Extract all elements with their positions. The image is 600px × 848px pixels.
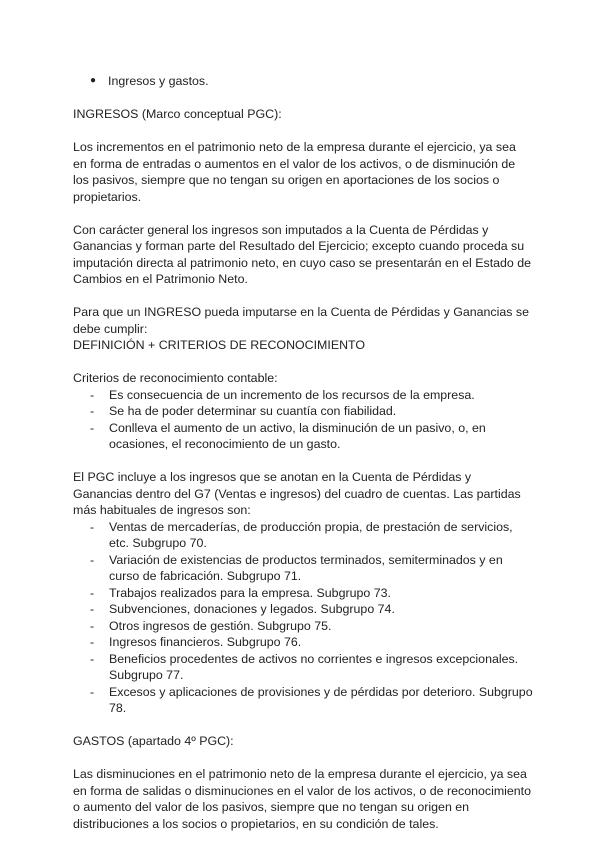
list-item-text: Beneficios procedentes de activos no corrientes e ingresos excepcionales. Subgrupo 77. xyxy=(109,651,519,682)
list-item xyxy=(73,585,533,602)
list-item-text: Variación de existencias de productos terminados, semiterminados y en curso de fabricación. Subgrupo 71. xyxy=(109,552,503,583)
list-item xyxy=(73,618,533,635)
list-item-text: Trabajos realizados para la empresa. Subgrupo 73. xyxy=(109,585,391,600)
list-item-text: Ingresos y gastos. xyxy=(108,74,209,88)
list-item-text: Subvenciones, donaciones y legados. Subgrupo 74. xyxy=(109,602,395,616)
dash-icon: - xyxy=(90,404,95,418)
pgc-intro-paragraph: El PGC incluye a los ingresos que se anotan en la Cuenta de Pérdidas y Ganancias dentro del G7 (Ventas e ingresos) del cuadro de cuentas. Las partidas más habituales de ingresos son: xyxy=(73,470,521,517)
gastos-heading: GASTOS (apartado 4º PGC): xyxy=(73,734,234,748)
list-item xyxy=(73,519,533,552)
intro-list xyxy=(73,73,533,90)
dash-icon: - xyxy=(90,420,95,435)
dash-icon: - xyxy=(90,651,95,666)
dash-icon: - xyxy=(90,585,95,600)
definicion-criterios-line: DEFINICIÓN + CRITERIOS DE RECONOCIMIENTO xyxy=(73,338,366,352)
list-item xyxy=(73,73,533,90)
dash-icon: - xyxy=(90,552,95,567)
ingresos-definition: Los incrementos en el patrimonio neto de la empresa durante el ejercicio, ya sea en forma de entradas o aumentos en el valor de los activos, o de disminución de los pasivos, siempre que no tengan su origen en aportaciones de los socios o propietarios. xyxy=(73,140,516,204)
list-item-text: Conlleva el aumento de un activo, la disminución de un pasivo, o, en ocasiones, el reconocimiento de un gasto. xyxy=(109,420,486,451)
dash-icon: - xyxy=(90,519,95,534)
dash-icon: - xyxy=(90,387,95,402)
list-item-text: Ventas de mercaderías, de producción propia, de prestación de servicios, etc. Subgrupo 70. xyxy=(109,519,513,550)
criterios-list xyxy=(73,387,533,453)
ingresos-heading: INGRESOS (Marco conceptual PGC): xyxy=(73,107,282,121)
ingresos-general-paragraph: Con carácter general los ingresos son imputados a la Cuenta de Pérdidas y Ganancias y forman parte del Resultado del Ejercicio; excepto cuando proceda su imputación directa al patrimonio neto, en cuyo caso se presentarán en el Estado de Cambios en el Patrimonio Neto. xyxy=(73,222,532,286)
list-item xyxy=(73,651,533,684)
bullet-icon: ● xyxy=(90,75,97,86)
list-item xyxy=(73,552,533,585)
list-item xyxy=(73,634,533,651)
dash-icon: - xyxy=(90,602,95,616)
imputar-paragraph: Para que un INGRESO pueda imputarse en la Cuenta de Pérdidas y Ganancias se debe cumplir: xyxy=(73,305,529,336)
list-item xyxy=(73,601,533,618)
criterios-heading: Criterios de reconocimiento contable: xyxy=(73,371,278,385)
dash-icon: - xyxy=(90,635,95,649)
list-item-text: Otros ingresos de gestión. Subgrupo 75. xyxy=(109,618,332,633)
list-item-text: Excesos y aplicaciones de provisiones y de pérdidas por deterioro. Subgrupo 78. xyxy=(109,684,533,715)
list-item xyxy=(73,684,533,717)
partidas-list xyxy=(73,519,533,717)
list-item xyxy=(73,387,533,404)
dash-icon: - xyxy=(90,618,95,633)
dash-icon: - xyxy=(90,684,95,699)
list-item-text: Se ha de poder determinar su cuantía con fiabilidad. xyxy=(109,404,397,418)
document-body xyxy=(73,73,533,832)
list-item xyxy=(73,403,533,420)
gastos-definition: Las disminuciones en el patrimonio neto de la empresa durante el ejercicio, ya sea en forma de salidas o disminuciones en el valor de los activos, o de reconocimiento o aumento del valor de los pasivos, siempre que no tengan su origen en distribuciones a los socios o propietarios, en su condición de tales. xyxy=(73,767,532,831)
list-item-text: Es consecuencia de un incremento de los recursos de la empresa. xyxy=(109,387,475,402)
list-item-text: Ingresos financieros. Subgrupo 76. xyxy=(109,635,302,649)
list-item xyxy=(73,420,533,453)
